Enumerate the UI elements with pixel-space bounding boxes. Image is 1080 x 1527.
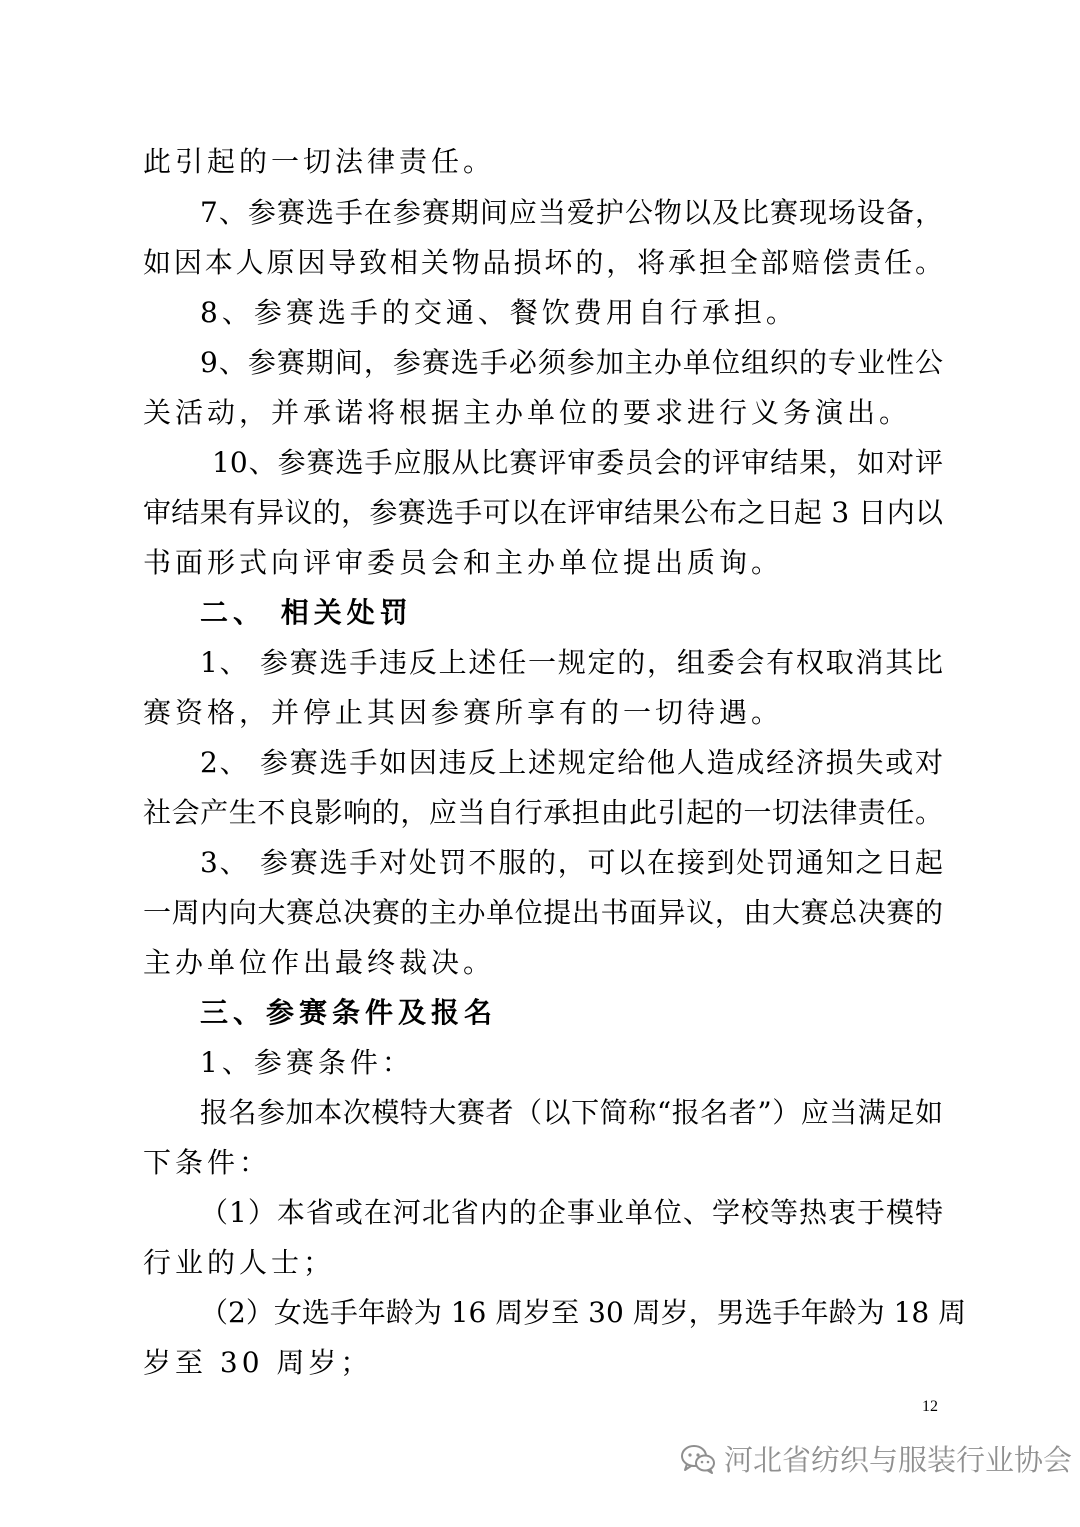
text-line: （2）女选手年龄为 16 周岁至 30 周岁，男选手年龄为 18 周 [200, 1296, 967, 1329]
text-line: 8、参赛选手的交通、餐饮费用自行承担。 [200, 296, 798, 329]
text-line: 一周内向大赛总决赛的主办单位提出书面异议，由大赛总决赛的 [143, 896, 943, 929]
text-line: 1、 参赛选手违反上述任一规定的，组委会有权取消其比 [200, 646, 943, 679]
text-line: 10、参赛选手应服从比赛评审委员会的评审结果，如对评 [212, 446, 943, 479]
text-line: 2、 参赛选手如因违反上述规定给他人造成经济损失或对 [200, 746, 943, 779]
text-line: 书面形式向评审委员会和主办单位提出质询。 [143, 546, 784, 579]
text-line: 3、 参赛选手对处罚不服的，可以在接到处罚通知之日起 [200, 846, 943, 879]
watermark-text: 河北省纺织与服装行业协会 [724, 1443, 1073, 1477]
section-heading: 三、参赛条件及报名 [200, 996, 498, 1029]
wechat-icon [680, 1444, 716, 1474]
text-line: 审结果有异议的，参赛选手可以在评审结果公布之日起 3 日内以 [143, 496, 943, 529]
text-line: 主办单位作出最终裁决。 [143, 946, 496, 979]
watermark [680, 1438, 1072, 1479]
text-line: 赛资格，并停止其因参赛所享有的一切待遇。 [143, 696, 784, 729]
text-line: 如因本人原因导致相关物品损坏的，将承担全部赔偿责任。 [143, 246, 943, 279]
text-line: 1、参赛条件： [200, 1046, 414, 1079]
text-line: 报名参加本次模特大赛者（以下简称“报名者”）应当满足如 [200, 1096, 943, 1129]
section-heading: 二、 相关处罚 [200, 596, 413, 629]
text-line: 此引起的一切法律责任。 [143, 145, 496, 178]
text-line: 下条件： [143, 1146, 272, 1179]
text-line: 7、参赛选手在参赛期间应当爱护公物以及比赛现场设备， [200, 196, 943, 229]
page-number: 12 [922, 1398, 938, 1415]
text-line: 岁至 30 周岁； [143, 1346, 373, 1379]
text-line: 关活动，并承诺将根据主办单位的要求进行义务演出。 [143, 396, 912, 429]
text-line: 社会产生不良影响的，应当自行承担由此引起的一切法律责任。 [143, 796, 943, 829]
text-line: （1）本省或在河北省内的企事业单位、学校等热衷于模特 [200, 1196, 943, 1229]
text-line: 行业的人士； [143, 1246, 336, 1279]
text-line: 9、参赛期间，参赛选手必须参加主办单位组织的专业性公 [200, 346, 943, 379]
